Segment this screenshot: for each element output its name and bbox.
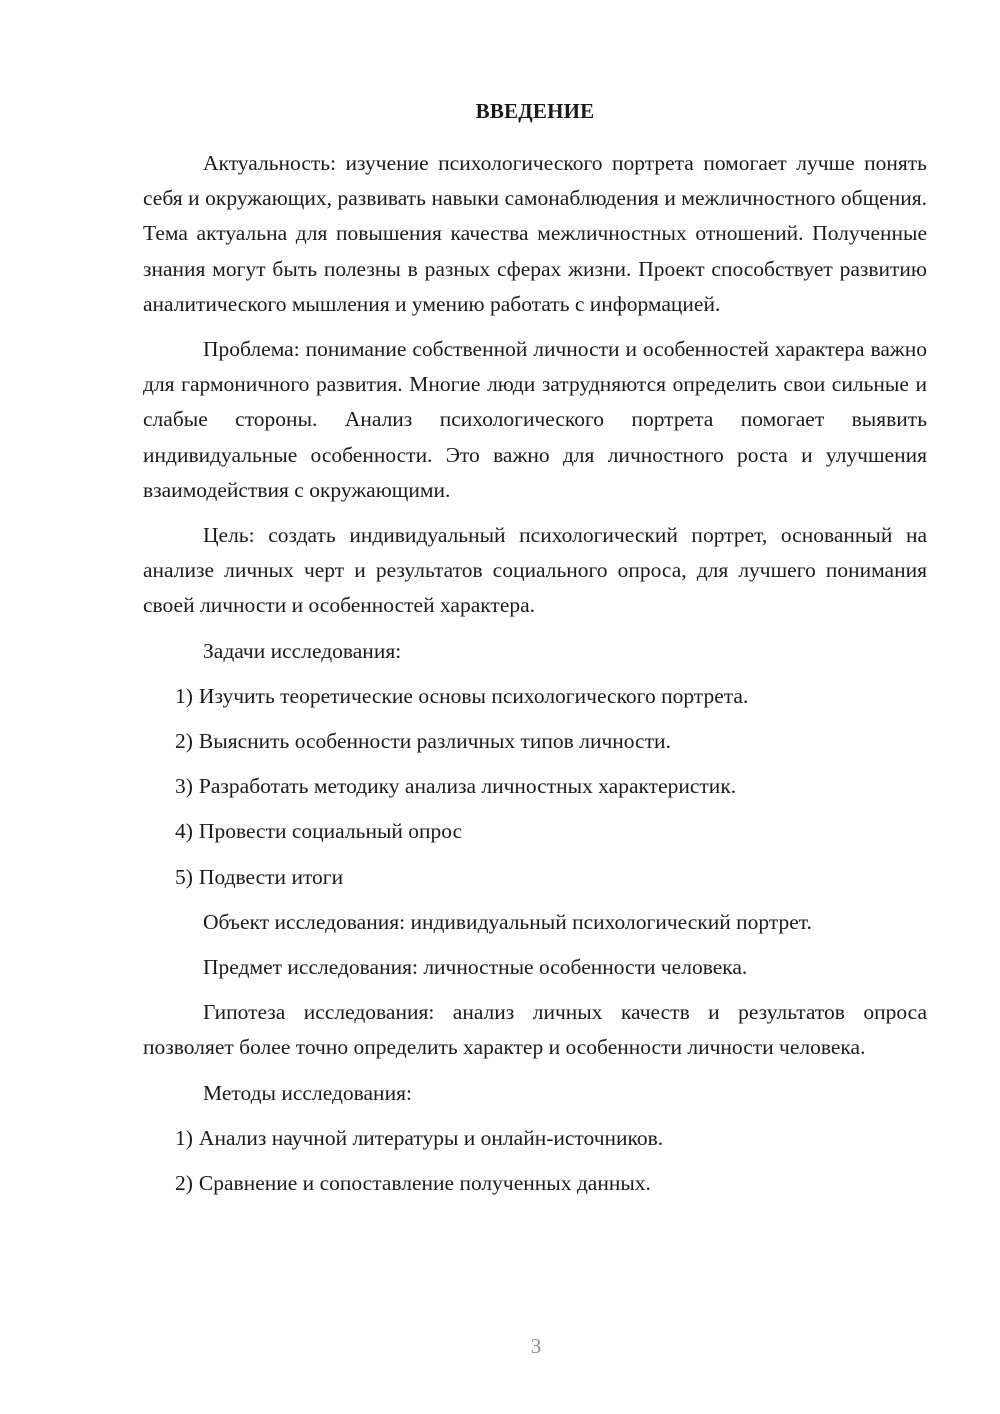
paragraph-problem: Проблема: понимание собственной личности и особенностей характера важно для гармоничного развития. Многие люди затрудняются определить свои сильные и слабые стороны. Анализ психологического портрета помогает выявить индивидуальные особенности. Это важно для личностного роста и улучшения взаимодействия с окружающими.: [143, 337, 927, 502]
task-text: Изучить теоретические основы психологического портрета.: [198, 683, 749, 708]
task-item: [143, 769, 927, 804]
task-text: Подвести итоги: [198, 864, 344, 889]
paragraph-object: Объект исследования: индивидуальный психологический портрет.: [203, 909, 812, 934]
task-number: 1): [175, 683, 193, 708]
task-item: [143, 860, 927, 895]
task-text: Выяснить особенности различных типов личности.: [198, 729, 671, 754]
methods-list: [143, 1121, 927, 1201]
task-item: [143, 724, 927, 759]
task-item: [143, 679, 927, 714]
task-number: 2): [175, 729, 193, 754]
section-title: ВВЕДЕНИЕ: [475, 99, 595, 123]
method-number: 2): [175, 1171, 193, 1196]
method-item: [143, 1121, 927, 1156]
method-text: Сравнение и сопоставление полученных данных.: [198, 1171, 651, 1196]
task-item: [143, 814, 927, 849]
task-number: 5): [175, 864, 193, 889]
method-text: Анализ научной литературы и онлайн-источников.: [198, 1125, 664, 1150]
paragraph-relevance: Актуальность: изучение психологического портрета помогает лучше понять себя и окружающих, развивать навыки самонаблюдения и межличностного общения. Тема актуальна для повышения качества межличностных отношений. Полученные знания могут быть полезны в разных сферах жизни. Проект способствует развитию аналитического мышления и умению работать с информацией.: [143, 151, 927, 316]
page-number: 3: [530, 1334, 542, 1358]
tasks-list: [143, 679, 927, 895]
method-number: 1): [175, 1125, 193, 1150]
task-text: Провести социальный опрос: [198, 819, 463, 844]
method-item: [143, 1166, 927, 1201]
paragraph-goal: Цель: создать индивидуальный психологический портрет, основанный на анализе личных черт и результатов социального опроса, для лучшего понимания своей личности и особенностей характера.: [143, 523, 927, 618]
task-number: 4): [175, 819, 193, 844]
tasks-heading: Задачи исследования:: [203, 638, 402, 663]
methods-heading: Методы исследования:: [203, 1080, 412, 1105]
paragraph-subject: Предмет исследования: личностные особенности человека.: [203, 955, 748, 980]
task-number: 3): [175, 774, 193, 799]
task-text: Разработать методику анализа личностных характеристик.: [198, 774, 737, 799]
page-content: [143, 98, 927, 1211]
paragraph-hypothesis: Гипотеза исследования: анализ личных качеств и результатов опроса позволяет более точно определить характер и особенности личности человека.: [143, 1000, 927, 1060]
